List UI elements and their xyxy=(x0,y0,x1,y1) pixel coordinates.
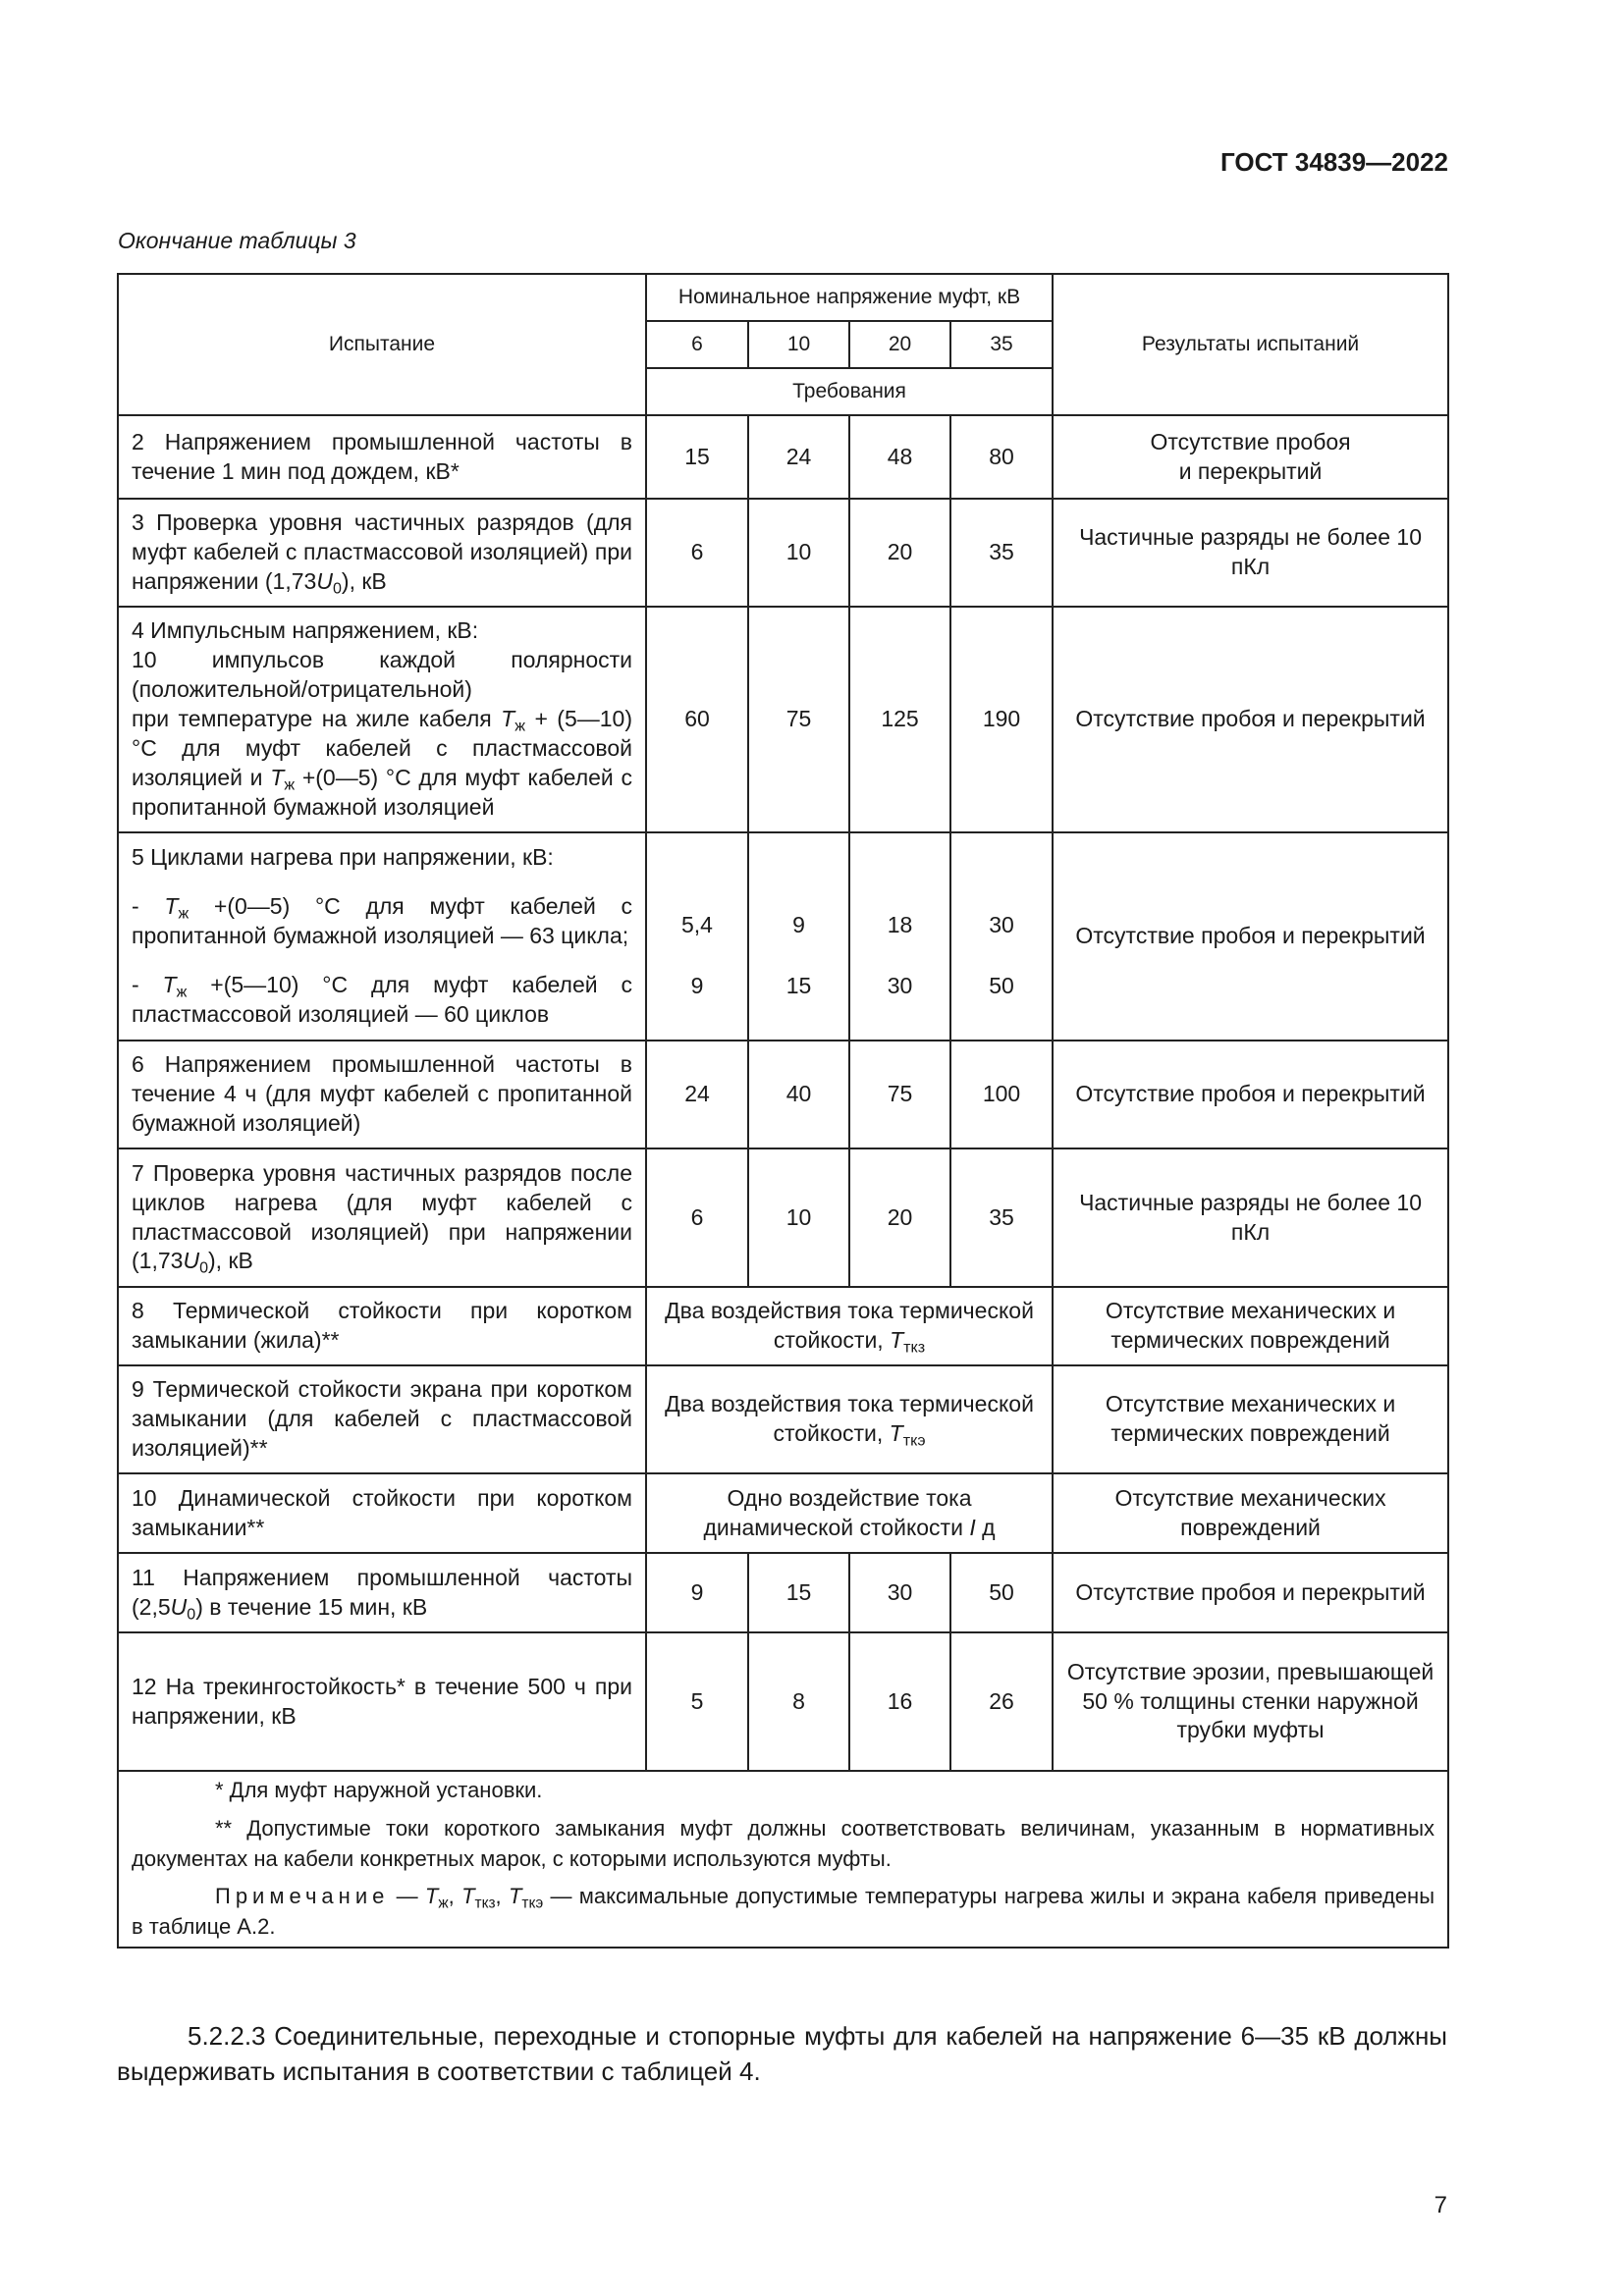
value-cell: 6 xyxy=(646,1148,748,1287)
table-caption: Окончание таблицы 3 xyxy=(118,228,356,253)
header-test: Испытание xyxy=(118,274,646,415)
header-voltage-20: 20 xyxy=(849,321,950,368)
value-cell: 9 xyxy=(646,1553,748,1632)
requirement-cell: Одно воздействие тока динамической стойкости I д xyxy=(646,1473,1053,1553)
value-cell: 24 xyxy=(646,1041,748,1148)
result-cell: Частичные разряды не более 10 пКл xyxy=(1053,499,1448,607)
value-cell: 15 xyxy=(646,415,748,499)
header-requirements: Требования xyxy=(646,368,1053,415)
value-cell: 190 xyxy=(950,607,1053,832)
value-cell: 18 30 xyxy=(849,832,950,1041)
test-cell xyxy=(118,1148,646,1287)
table-row xyxy=(118,499,1448,607)
value-cell: 10 xyxy=(748,1148,849,1287)
value-cell: 60 xyxy=(646,607,748,832)
table-row xyxy=(118,1365,1448,1473)
test-cell: 2 Напряжением промышленной частоты в течение 1 мин под дождем, кВ* xyxy=(118,415,646,499)
footnote-short-circuit: ** Допустимые токи короткого замыкания муфт должны соответствовать величинам, указанным в нормативных документах на кабели конкретных марок, с которыми используются муфты. xyxy=(132,1815,1435,1871)
value-cell: 16 xyxy=(849,1632,950,1771)
test-text: 5 Циклами нагрева при напряжении, кВ: xyxy=(132,844,554,871)
value-cell: 30 50 xyxy=(950,832,1053,1041)
sub-text: ж xyxy=(514,717,526,735)
value-cell: 5,4 9 xyxy=(646,832,748,1041)
value-cell: 9 15 xyxy=(748,832,849,1041)
result-cell: Отсутствие механических и термических повреждений xyxy=(1053,1365,1448,1473)
result-cell: Отсутствие механических и термических повреждений xyxy=(1053,1287,1448,1365)
value-cell: 35 xyxy=(950,1148,1053,1287)
value-cell: 15 xyxy=(748,1553,849,1632)
sub-text: 0 xyxy=(332,579,342,598)
var-text: T xyxy=(270,764,285,790)
value-cell: 10 xyxy=(748,499,849,607)
header-voltage-6: 6 xyxy=(646,321,748,368)
test-cell: 8 Термической стойкости при коротком замыкании (жила)** xyxy=(118,1287,646,1365)
test-cell: 10 Динамической стойкости при коротком замыкании** xyxy=(118,1473,646,1553)
standard-code: ГОСТ 34839—2022 xyxy=(1220,147,1448,177)
table-row xyxy=(118,1473,1448,1553)
sub-text: 0 xyxy=(199,1258,209,1277)
header-voltage-10: 10 xyxy=(748,321,849,368)
value-cell: 48 xyxy=(849,415,950,499)
header-row-1 xyxy=(118,274,1448,321)
test-text: - $T_ж$ +(5—10) °С для муфт кабелей с пластмассовой изоляцией — 60 циклов xyxy=(132,971,632,1027)
result-cell: Отсутствие пробоя и перекрытий xyxy=(1053,1041,1448,1148)
value-cell: 5 xyxy=(646,1632,748,1771)
test-text: +(0—5) °С для муфт кабелей с пропитанной бумажной изоляцией xyxy=(132,764,632,820)
value-cell: 24 xyxy=(748,415,849,499)
result-cell xyxy=(1053,415,1448,499)
test-cell xyxy=(118,499,646,607)
footnote-outdoor: * Для муфт наружной установки. xyxy=(215,1778,543,1802)
var-text: T xyxy=(501,706,515,732)
var-text: U xyxy=(316,567,333,594)
result-line: Отсутствие пробоя xyxy=(1150,428,1351,454)
test-text: - $T_ж$ +(0—5) °С для муфт кабелей с пропитанной бумажной изоляцией — 63 цикла; xyxy=(132,893,632,949)
test-table xyxy=(117,273,1449,1949)
var-text: U xyxy=(183,1248,200,1274)
value-cell: 75 xyxy=(748,607,849,832)
body-paragraph: 5.2.2.3 Соединительные, переходные и стопорные муфты для кабелей на напряжение 6—35 кВ должны выдерживать испытания в соответствии с таблицей 4. xyxy=(117,2021,1447,2087)
requirement-cell: Два воздействия тока термической стойкости, $T_{ткз}$ xyxy=(646,1287,1053,1365)
test-text: ), кВ xyxy=(341,567,387,594)
table-row xyxy=(118,1287,1448,1365)
test-cell xyxy=(118,832,646,1041)
value-cell: 125 xyxy=(849,607,950,832)
value-cell: 35 xyxy=(950,499,1053,607)
result-cell: Отсутствие механических повреждений xyxy=(1053,1473,1448,1553)
header-voltage-35: 35 xyxy=(950,321,1053,368)
test-text: ), кВ xyxy=(208,1248,253,1274)
result-cell: Частичные разряды не более 10 пКл xyxy=(1053,1148,1448,1287)
test-text: 3 Проверка уровня частичных разрядов (для муфт кабелей с пластмассовой изоляцией) при напряжении (1,73 xyxy=(132,509,632,594)
table-row xyxy=(118,832,1448,1041)
table-row xyxy=(118,415,1448,499)
table-row xyxy=(118,1041,1448,1148)
test-cell: 6 Напряжением промышленной частоты в течение 4 ч (для муфт кабелей с пропитанной бумажной изоляцией) xyxy=(118,1041,646,1148)
test-text: при температуре на жиле кабеля xyxy=(132,706,502,732)
header-results: Результаты испытаний xyxy=(1053,274,1448,415)
table-row xyxy=(118,1553,1448,1632)
value-cell: 20 xyxy=(849,499,950,607)
result-cell: Отсутствие эрозии, превышающей 50 % толщины стенки наружной трубки муфты xyxy=(1053,1632,1448,1771)
note-label: Примечание xyxy=(215,1884,390,1909)
test-cell: 11 Напряжением промышленной частоты $(2,5U_0)$ в течение 15 мин, кВ xyxy=(118,1553,646,1632)
value-cell: 6 xyxy=(646,499,748,607)
value-cell: 26 xyxy=(950,1632,1053,1771)
table-row xyxy=(118,607,1448,832)
note-temperatures: Примечание — $T_ж$, $T_{ткз}$, $T_{ткэ}$ — максимальные допустимые температуры нагрева жилы и экрана кабеля приведены в таблице А.2. xyxy=(132,1884,1435,1940)
test-cell: 12 На трекингостойкость* в течение 500 ч при напряжении, кВ xyxy=(118,1632,646,1771)
table-row xyxy=(118,1632,1448,1771)
table-notes-row xyxy=(118,1771,1448,1948)
page-number: 7 xyxy=(1434,2192,1447,2218)
test-text: 7 Проверка уровня частичных разрядов после циклов нагрева (для муфт кабелей с пластмассовой изоляцией) при напряжении (1,73 xyxy=(132,1159,632,1274)
table-notes xyxy=(118,1771,1448,1948)
value-cell: 40 xyxy=(748,1041,849,1148)
value-cell: 8 xyxy=(748,1632,849,1771)
table-row xyxy=(118,1148,1448,1287)
test-cell: 9 Термической стойкости экрана при коротком замыкании (для кабелей с пластмассовой изоляцией)** xyxy=(118,1365,646,1473)
header-nominal-voltage: Номинальное напряжение муфт, кВ xyxy=(646,274,1053,321)
test-text: 10 импульсов каждой полярности (положительной/отрицательной) xyxy=(132,647,632,703)
value-cell: 20 xyxy=(849,1148,950,1287)
result-cell: Отсутствие пробоя и перекрытий xyxy=(1053,607,1448,832)
value-cell: 30 xyxy=(849,1553,950,1632)
value-cell: 100 xyxy=(950,1041,1053,1148)
sub-text: ж xyxy=(284,775,296,794)
requirement-cell: Два воздействия тока термической стойкости, $T_{ткэ}$ xyxy=(646,1365,1053,1473)
result-line: и перекрытий xyxy=(1178,457,1323,484)
value-cell: 75 xyxy=(849,1041,950,1148)
test-text: 4 Импульсным напряжением, кВ: xyxy=(132,617,479,644)
value-cell: 80 xyxy=(950,415,1053,499)
result-cell: Отсутствие пробоя и перекрытий xyxy=(1053,832,1448,1041)
result-cell: Отсутствие пробоя и перекрытий xyxy=(1053,1553,1448,1632)
value-cell: 50 xyxy=(950,1553,1053,1632)
test-cell xyxy=(118,607,646,832)
test-text: + (5—10) °С для муфт кабелей с пластмассовой изоляцией и xyxy=(132,706,632,790)
